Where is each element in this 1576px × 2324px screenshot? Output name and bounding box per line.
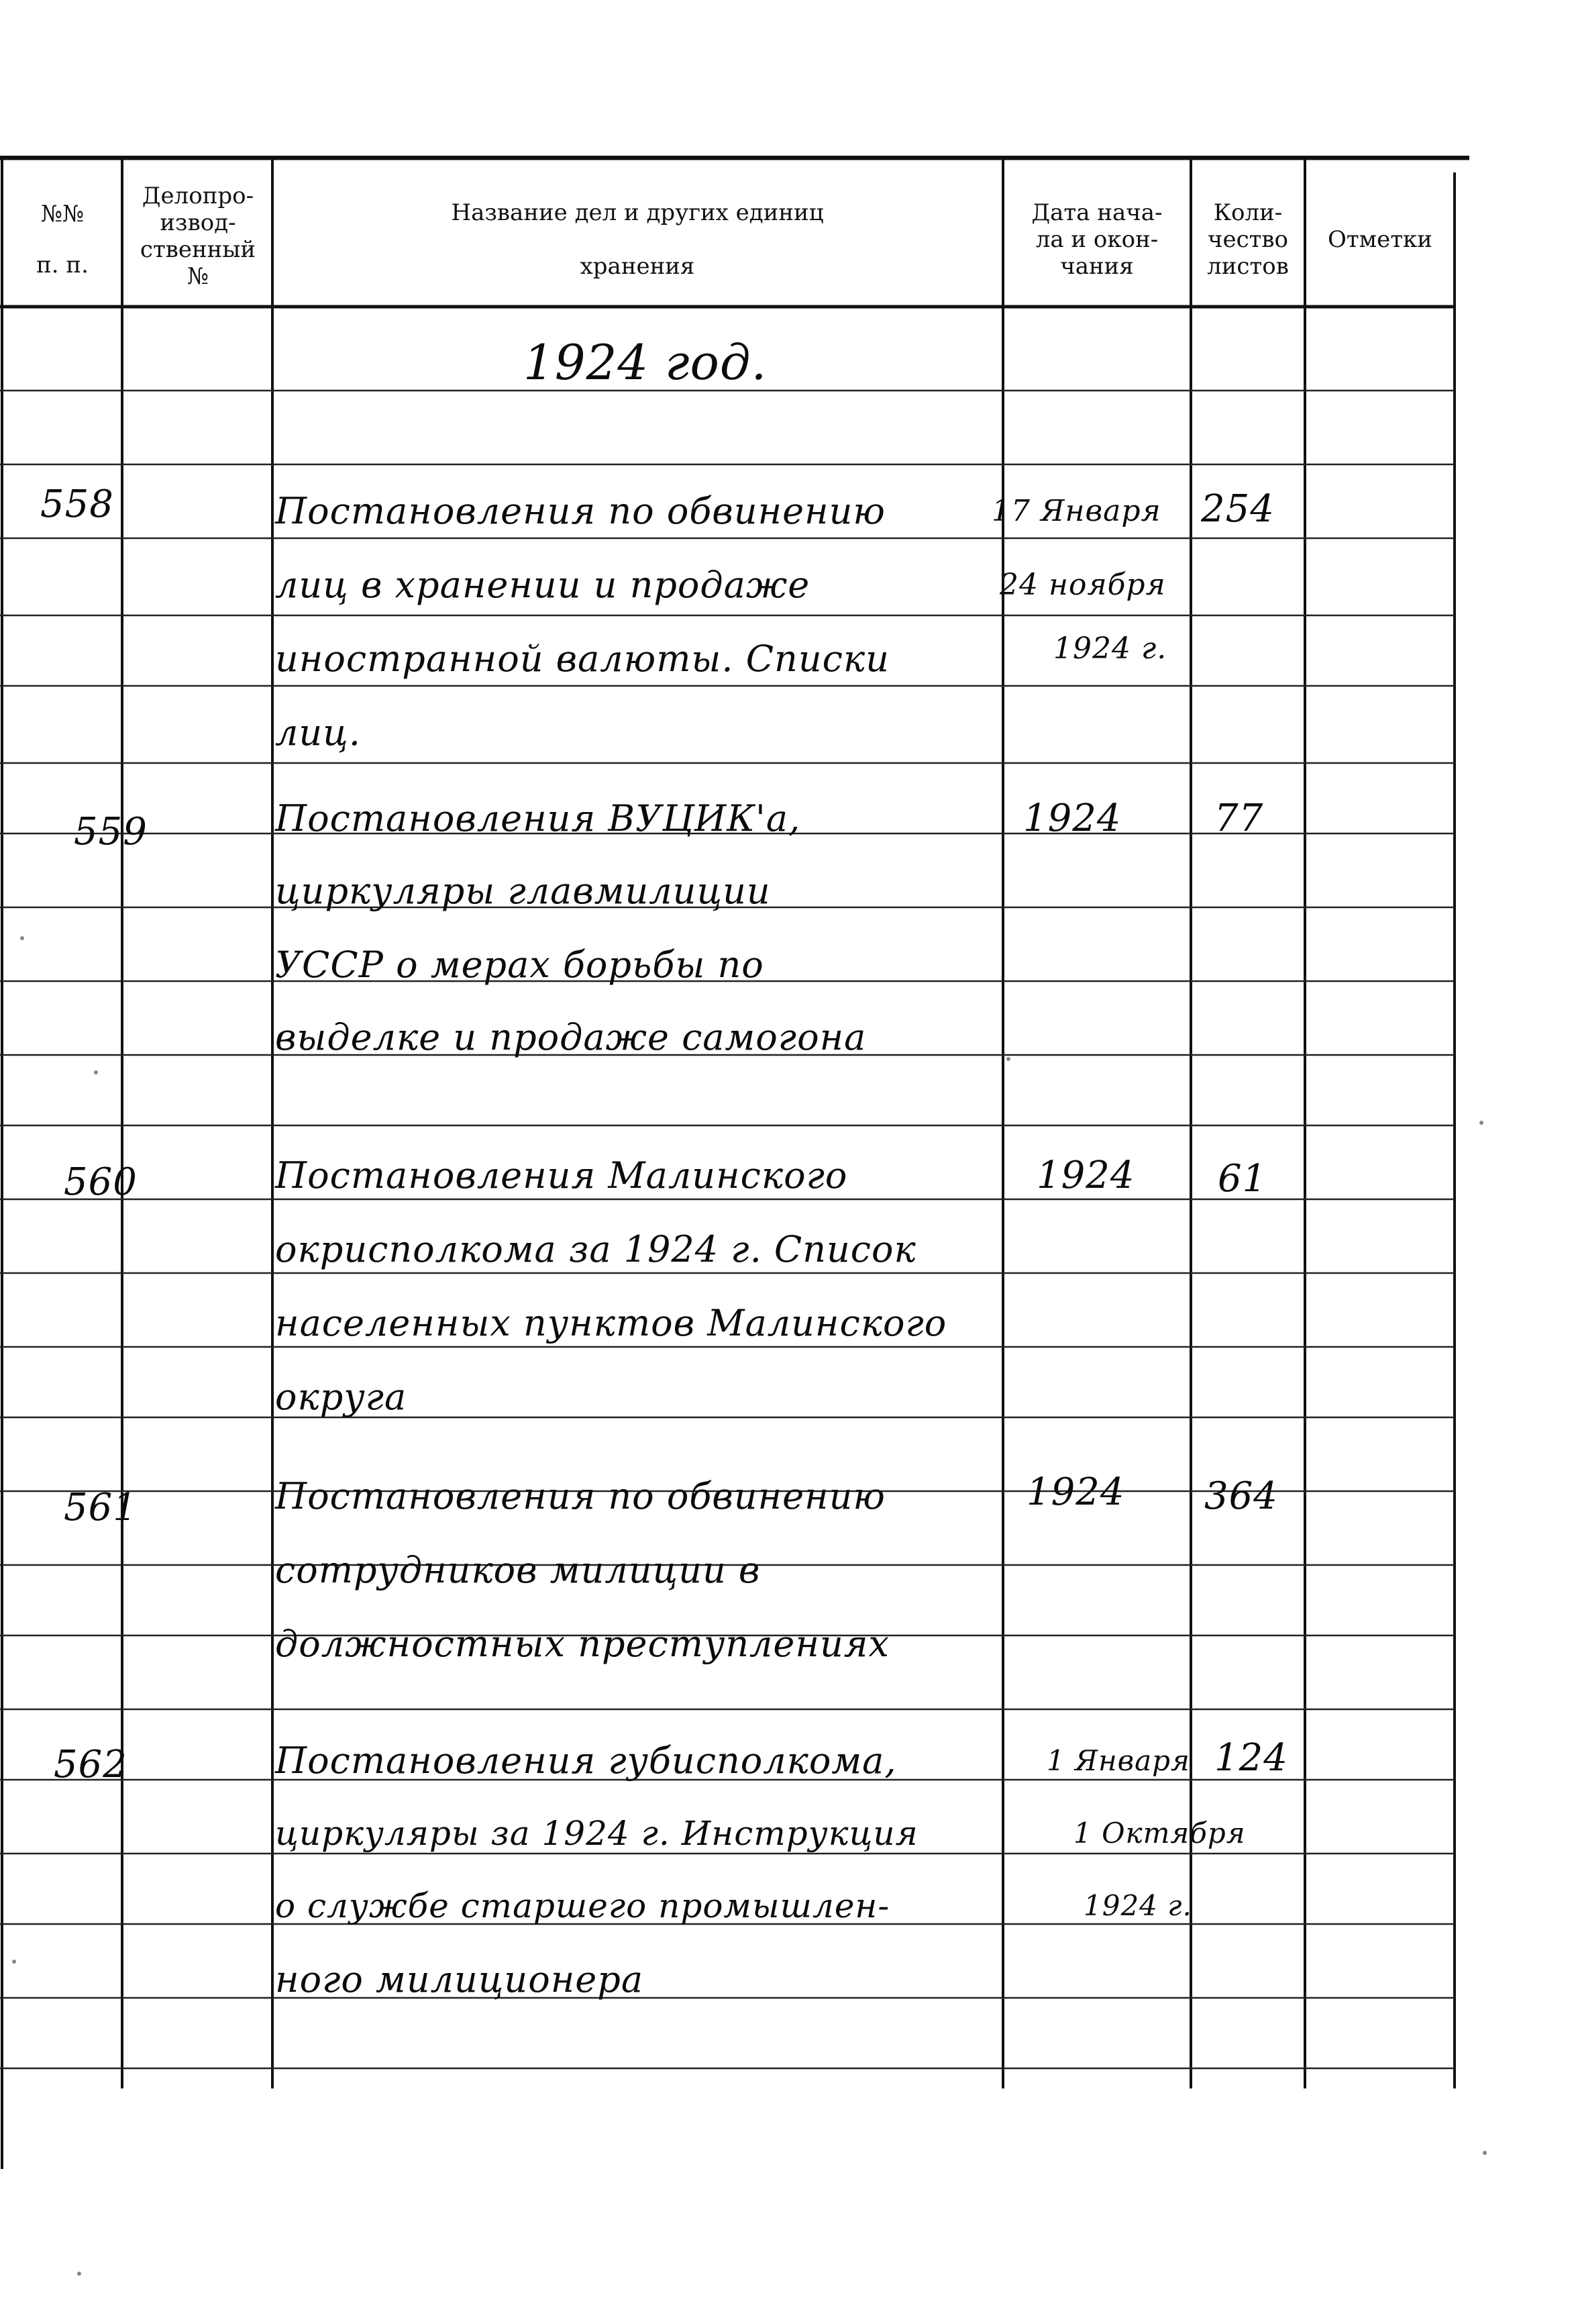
entry-559-title-line: УССР о мерах борьбы по <box>275 944 764 986</box>
scan-speck <box>1479 1121 1483 1125</box>
header-sheets-line: Коли- <box>1213 199 1283 226</box>
header-sheets-line: листов <box>1207 253 1289 280</box>
entry-559-number: 559 <box>74 810 148 854</box>
entry-559-title-line: циркуляры главмилиции <box>275 870 771 912</box>
header-case-number-line: Делопро- <box>142 183 254 209</box>
header-sheets <box>1194 183 1302 297</box>
entry-562-title-line: о службе старшего промышлен- <box>275 1886 890 1925</box>
header-number <box>5 183 119 297</box>
header-notes <box>1308 183 1453 297</box>
header-title-line: хранения <box>580 253 695 280</box>
entry-558-date-line: 1924 г. <box>1053 631 1167 666</box>
entry-562-sheets: 124 <box>1214 1736 1288 1780</box>
scan-speck <box>1483 2151 1487 2155</box>
entry-558-sheets: 254 <box>1201 487 1275 531</box>
entry-560-title-line: округа <box>275 1376 407 1418</box>
entry-559-sheets: 77 <box>1214 797 1264 840</box>
entry-558-title-line: лиц в хранении и продаже <box>275 564 810 606</box>
header-case-number-line: № <box>187 263 209 290</box>
entry-559-title-line: Постановления ВУЦИК'а, <box>275 797 801 840</box>
entry-559-title-line: выделке и продаже самогона <box>275 1016 867 1058</box>
ledger-table <box>0 156 1469 2169</box>
entry-558-date-line: 17 Января <box>992 494 1161 528</box>
entry-561-title-line: должностных преступлениях <box>275 1623 890 1665</box>
entry-561-number: 561 <box>64 1486 138 1529</box>
entry-562-date-line: 1 Октября <box>1073 1817 1246 1850</box>
entry-562-date-line: 1 Января <box>1047 1744 1190 1777</box>
header-title <box>275 183 1000 297</box>
entry-558-title-line: лиц. <box>275 711 362 754</box>
entry-559-date: 1924 <box>1023 797 1122 840</box>
header-dates-line: ла и окон- <box>1035 226 1159 253</box>
entry-560-title-line: окрисполкома за 1924 г. Список <box>275 1228 916 1270</box>
entry-562-number: 562 <box>54 1743 127 1786</box>
header-number-symbol: №№ <box>40 201 85 228</box>
header-notes-line: Отметки <box>1328 226 1432 253</box>
entry-561-date: 1924 <box>1027 1470 1125 1514</box>
entry-558-number: 558 <box>40 483 114 526</box>
entry-558-date-line: 24 ноября <box>1000 568 1166 602</box>
entry-561-title-line: сотрудников милиции в <box>275 1549 761 1591</box>
entry-562-title-line: Постановления губисполкома, <box>275 1739 897 1782</box>
entry-560-title-line: Постановления Малинского <box>275 1154 848 1197</box>
scan-speck <box>77 2272 81 2276</box>
entry-562-title-line: ного милиционера <box>275 1958 644 2001</box>
entry-560-number: 560 <box>64 1160 138 1204</box>
entry-558-title-line: иностранной валюты. Списки <box>275 638 890 680</box>
header-dates-line: Дата нача- <box>1031 199 1163 226</box>
year-heading: 1924 год. <box>523 334 768 391</box>
entry-560-title-line: населенных пунктов Малинского <box>275 1302 947 1344</box>
entry-560-date: 1924 <box>1037 1154 1135 1197</box>
entry-561-title-line: Постановления по обвинению <box>275 1475 886 1517</box>
header-number-abbr: п. п. <box>36 252 89 279</box>
header-case-number <box>125 169 271 303</box>
entry-558-title-line: Постановления по обвинению <box>275 490 886 532</box>
header-dates-line: чания <box>1060 253 1134 280</box>
header-title-line: Название дел и других единиц <box>451 199 824 226</box>
entry-562-date-line: 1924 г. <box>1084 1889 1192 1922</box>
entry-562-title-line: циркуляры за 1924 г. Инструкция <box>275 1814 918 1853</box>
header-sheets-line: чество <box>1207 226 1289 253</box>
header-case-number-line: ственный <box>140 236 256 263</box>
header-case-number-line: извод- <box>160 209 236 236</box>
header-dates <box>1006 183 1188 297</box>
entry-561-sheets: 364 <box>1204 1474 1278 1518</box>
entry-560-sheets: 61 <box>1218 1157 1267 1201</box>
